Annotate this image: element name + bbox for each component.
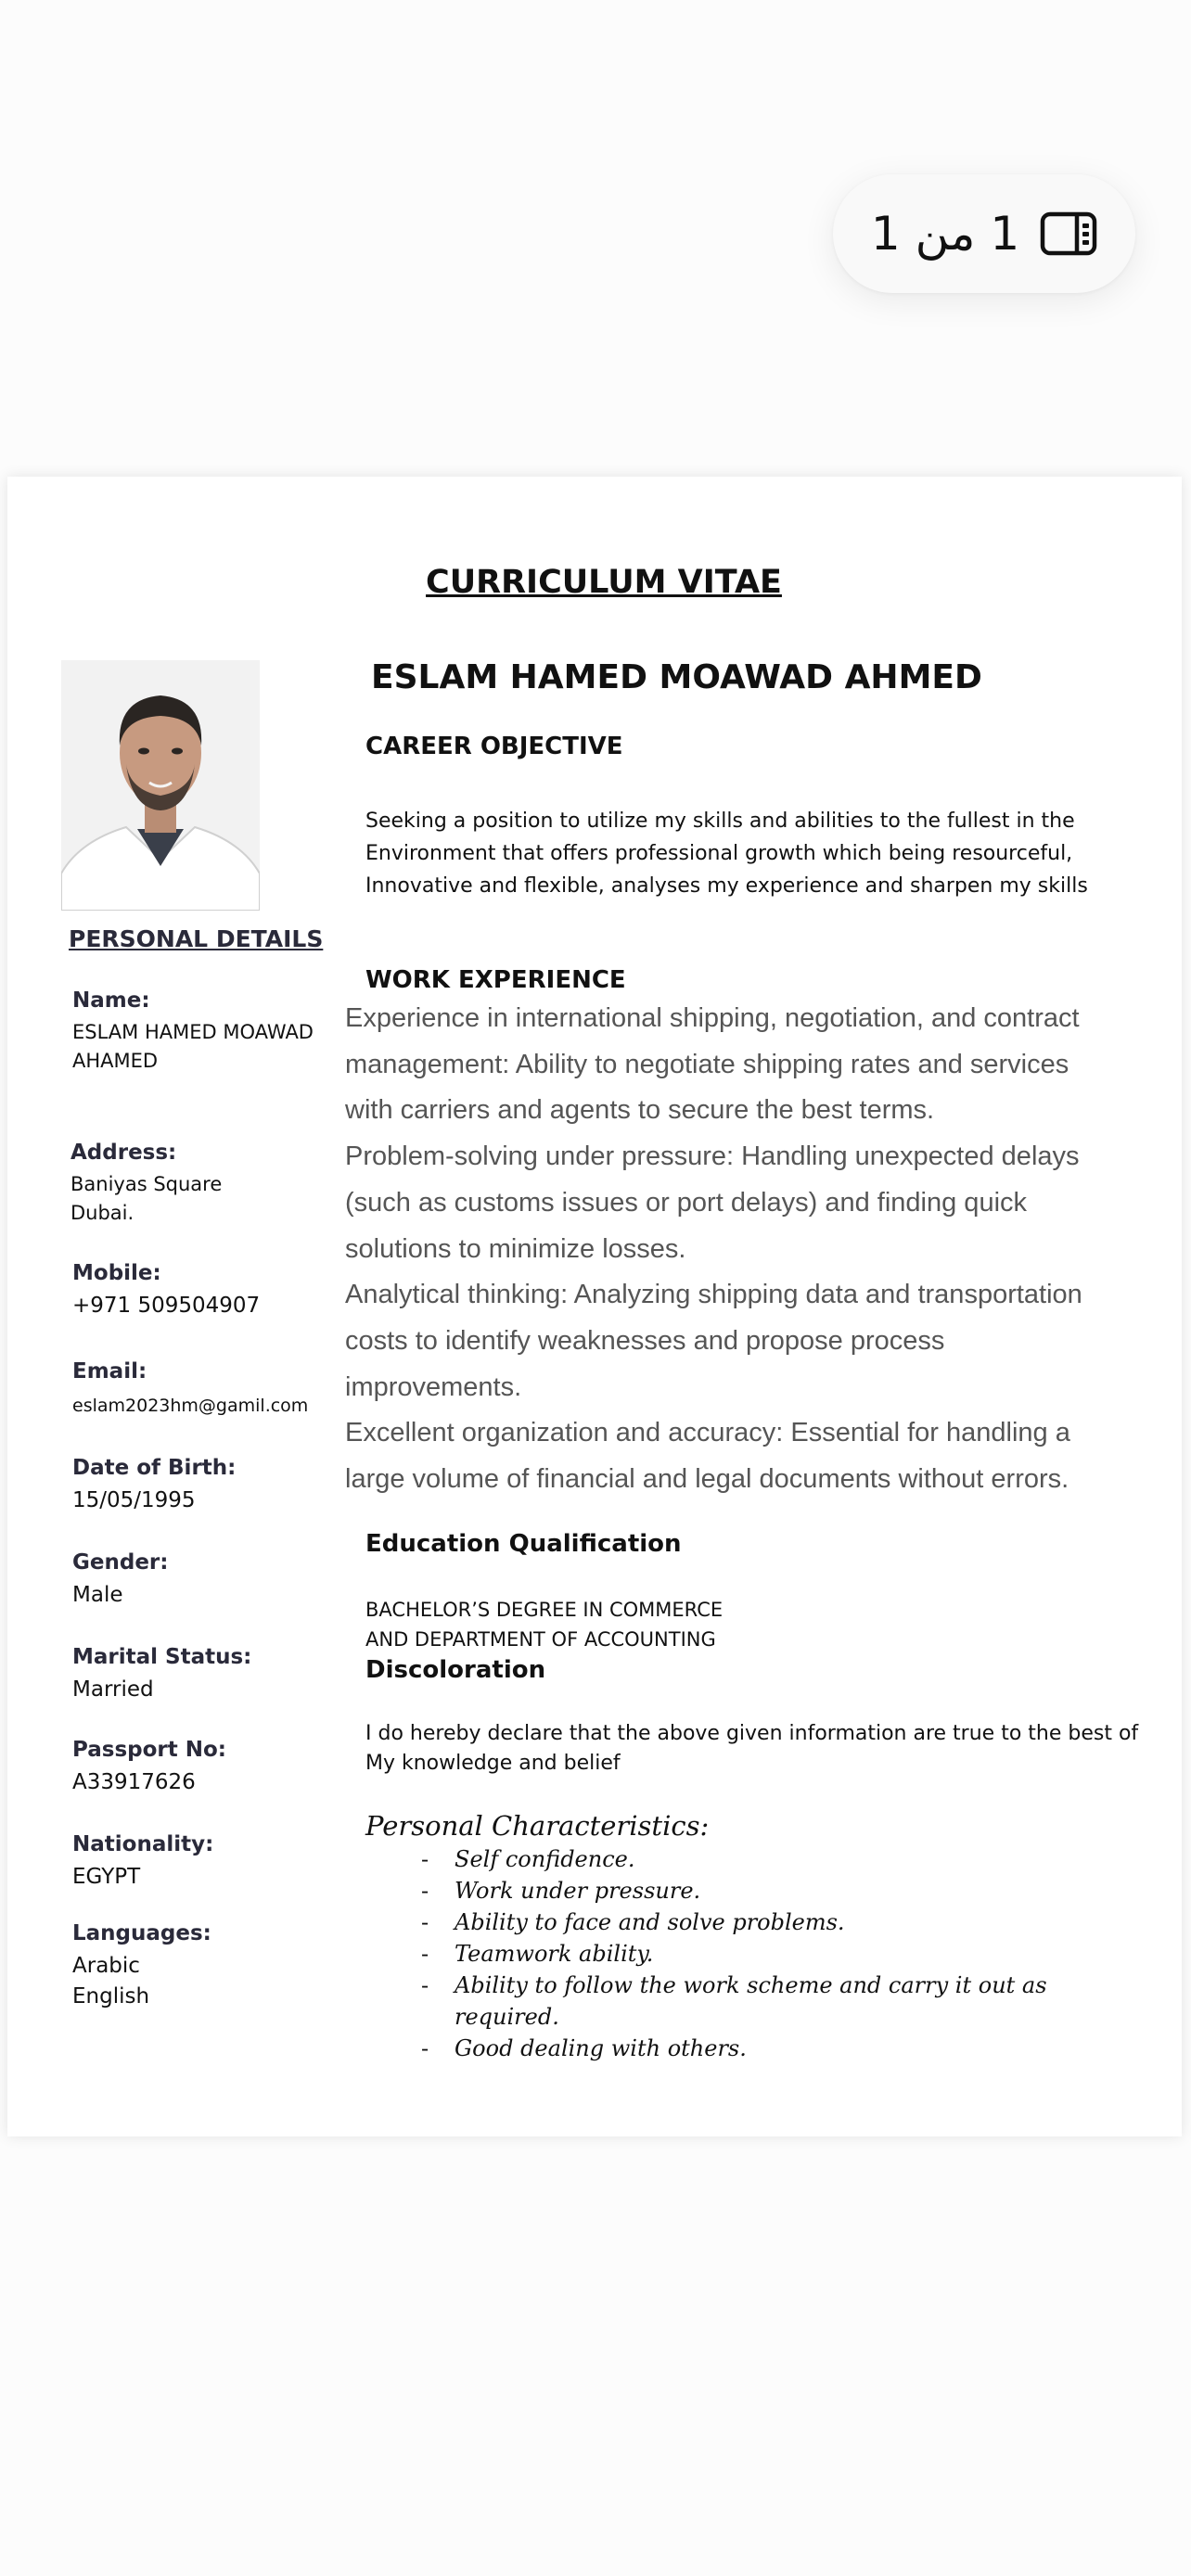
document-page [7,477,1182,2136]
languages-label: Languages: [72,1921,211,1945]
languages-value: Arabic English [72,1954,150,2009]
personal-characteristics-list [412,1843,1117,2064]
career-objective-text: Seeking a position to utilize my skills and abilities to the fullest in the Environment that offers professional growth which being resourceful, Innovative and flexible, analyses my experience and sharpen my skills [365,810,1088,898]
candidate-name: ESLAM HAMED MOAWAD AHMED [371,658,982,696]
page-indicator-text: 1 من 1 [870,207,1020,261]
list-item: - Ability to face and solve problems. [412,1906,1117,1938]
personal-details-heading: PERSONAL DETAILS [69,925,324,952]
mobile-value: +971 509504907 [72,1294,261,1318]
declaration-text: I do hereby declare that the above given information are true to the best of My knowledge and belief [365,1722,1139,1775]
marital-status-value: Married [72,1677,154,1702]
list-item: - Self confidence. [412,1843,1117,1875]
nationality-value: EGYPT [72,1865,141,1889]
name-label: Name: [72,988,150,1013]
profile-photo-image [61,660,260,911]
education-text: BACHELOR’S DEGREE IN COMMERCE AND DEPARTMENT OF ACCOUNTING [365,1599,724,1651]
email-value: eslam2023hm@gamil.com [72,1396,309,1416]
list-item: - Teamwork ability. [412,1938,1117,1970]
work-experience-item: Excellent organization and accuracy: Essential for handling a large volume of financial and legal documents without errors. [345,1418,1070,1495]
personal-characteristics-heading: Personal Characteristics: [365,1810,710,1842]
discoloration-heading: Discoloration [365,1656,546,1684]
work-experience-heading: WORK EXPERIENCE [365,966,626,994]
list-item: - Work under pressure. [412,1875,1117,1906]
gender-value: Male [72,1583,123,1607]
profile-photo [61,660,260,911]
mobile-label: Mobile: [72,1261,161,1285]
education-heading: Education Qualification [365,1530,682,1558]
address-label: Address: [70,1141,177,1165]
cv-title: CURRICULUM VITAE [426,564,782,601]
work-experience-list [345,996,1106,1503]
work-experience-item: Analytical thinking: Analyzing shipping data and transportation costs to identify weaknesses and propose process improvements. [345,1280,1082,1402]
dob-value: 15/05/1995 [72,1488,196,1512]
career-objective-heading: CAREER OBJECTIVE [365,733,623,760]
work-experience-item: Problem-solving under pressure: Handling unexpected delays (such as customs issues or port delays) and finding quick solutions to minimize losses. [345,1141,1080,1264]
dob-label: Date of Birth: [72,1456,237,1480]
gender-label: Gender: [72,1550,169,1575]
marital-status-label: Marital Status: [72,1645,252,1669]
nationality-label: Nationality: [72,1832,214,1856]
passport-value: A33917626 [72,1770,196,1794]
address-value: Baniyas Square Dubai. [70,1173,223,1224]
list-item: - Ability to follow the work scheme and carry it out as required. [412,1970,1117,2033]
passport-label: Passport No: [72,1738,226,1762]
name-value: ESLAM HAMED MOAWAD AHAMED [72,1021,314,1072]
page-indicator[interactable] [833,174,1135,293]
sidebar-toggle-icon[interactable] [1040,211,1097,256]
work-experience-item: Experience in international shipping, negotiation, and contract management: Ability to negotiate shipping rates and services with carriers and agents to secure the best terms. [345,1003,1080,1126]
list-item: - Good dealing with others. [412,2033,1117,2064]
email-label: Email: [72,1359,147,1384]
